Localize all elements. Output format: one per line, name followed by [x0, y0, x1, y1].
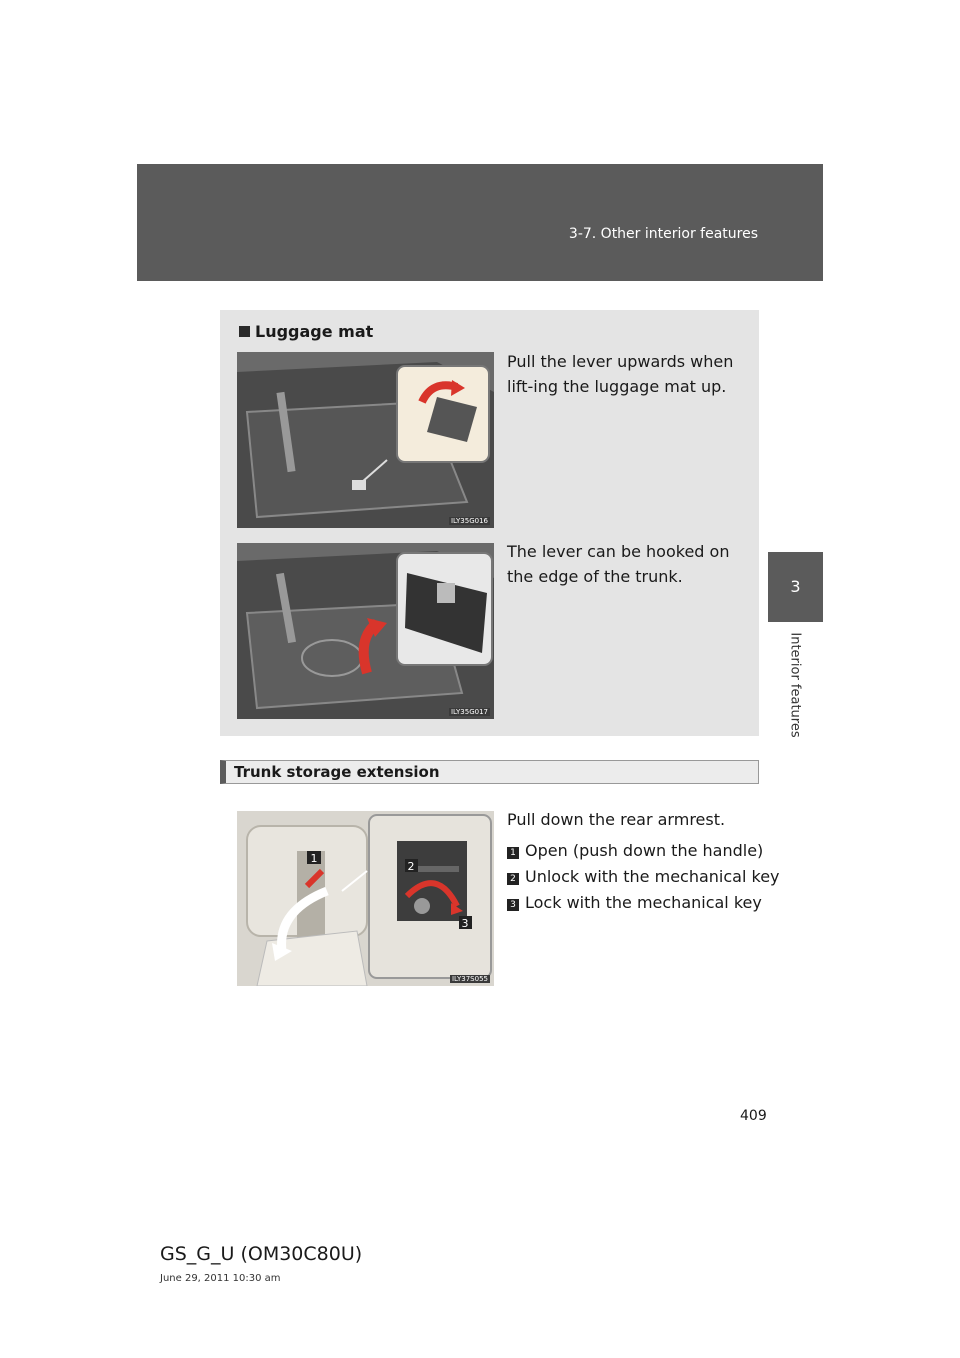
- step-text: Unlock with the mechanical key: [525, 867, 780, 886]
- chapter-tab: 3: [768, 552, 823, 622]
- trunk-extension-intro: Pull down the rear armrest.: [507, 810, 726, 829]
- page-number: 409: [740, 1108, 767, 1124]
- svg-text:3: 3: [461, 917, 469, 930]
- footer-date: June 29, 2011 10:30 am: [160, 1273, 281, 1284]
- luggage-mat-step2-text: The lever can be hooked on the edge of the trunk.: [507, 542, 730, 586]
- rear-armrest-illustration: [237, 811, 494, 986]
- luggage-mat-step1-text: Pull the lever upwards when lift-ing the luggage mat up.: [507, 352, 734, 396]
- image-code: ILY37S055: [451, 975, 488, 983]
- trunk-step-2: [507, 866, 780, 888]
- trunk-lever-drawing: [237, 352, 494, 528]
- step-number-badge: 3: [507, 899, 519, 911]
- page-header-bar: [137, 164, 823, 281]
- luggage-mat-heading-text: Luggage mat: [255, 322, 374, 341]
- chapter-side-label: [775, 630, 815, 740]
- trunk-step-3: [507, 892, 762, 914]
- svg-text:1: 1: [310, 852, 318, 865]
- trunk-hook-drawing: [237, 543, 494, 719]
- step-number-badge: 2: [507, 873, 519, 885]
- image-code: ILY35G016: [450, 517, 488, 525]
- trunk-extension-heading: Trunk storage extension: [234, 763, 440, 781]
- square-bullet-icon: [239, 326, 250, 337]
- armrest-drawing: [237, 811, 494, 986]
- footer-document-id: GS_G_U (OM30C80U): [160, 1243, 363, 1265]
- luggage-mat-hook-illustration: [237, 543, 494, 719]
- section-title: 3-7. Other interior features: [568, 226, 758, 242]
- luggage-mat-heading: [239, 322, 373, 341]
- trunk-step-1: [507, 840, 763, 862]
- step-text: Open (push down the handle): [525, 841, 764, 860]
- image-code: ILY35G017: [450, 708, 488, 716]
- luggage-mat-lever-illustration: [237, 352, 494, 528]
- trunk-extension-heading-bar: [220, 760, 759, 784]
- svg-text:2: 2: [407, 860, 415, 873]
- step-number-badge: 1: [507, 847, 519, 859]
- chapter-label-text: Interior features: [787, 632, 803, 738]
- step-text: Lock with the mechanical key: [525, 893, 762, 912]
